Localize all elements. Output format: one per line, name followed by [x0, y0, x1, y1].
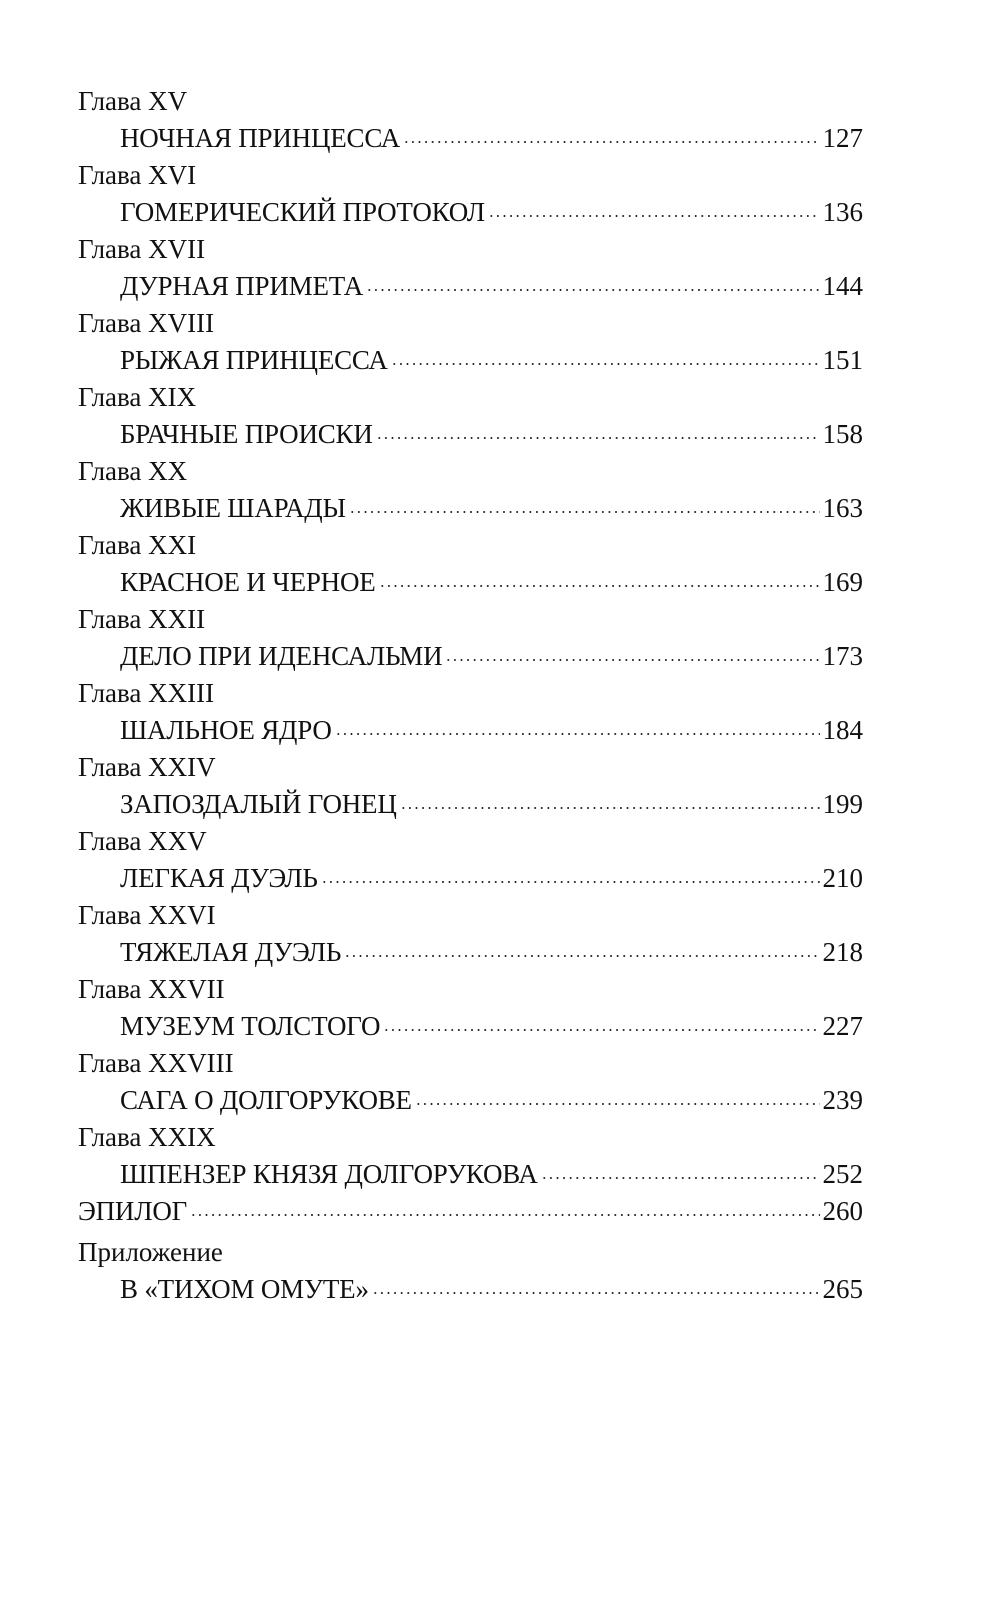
chapter-title: НОЧНАЯ ПРИНЦЕССА [120, 123, 401, 153]
toc-group [78, 823, 863, 897]
dot-leader [488, 215, 820, 217]
dot-leader [366, 289, 820, 291]
dot-leader [415, 1103, 820, 1105]
chapter-title: ДЕЛО ПРИ ИДЕНСАЛЬМИ [120, 641, 443, 671]
page-number: 252 [822, 1159, 863, 1189]
toc-entry [78, 638, 863, 675]
chapter-title: ДУРНАЯ ПРИМЕТА [120, 271, 363, 301]
chapter-label: Глава XXVIII [78, 1048, 234, 1078]
toc-group [78, 453, 863, 527]
toc-group [78, 305, 863, 379]
toc-group [78, 157, 863, 231]
chapter-label: Глава XXIII [78, 678, 215, 708]
toc-entry [78, 1156, 863, 1193]
toc-entry [78, 564, 863, 601]
dot-leader [541, 1177, 820, 1179]
chapter-title: МУЗЕУМ ТОЛСТОГО [120, 1011, 381, 1041]
page-number: 151 [822, 345, 863, 375]
toc-group [78, 675, 863, 749]
page-number: 136 [822, 197, 863, 227]
chapter-label: Глава XXIX [78, 1122, 216, 1152]
chapter-label: Глава XXV [78, 826, 207, 856]
toc-group [78, 231, 863, 305]
dot-leader [379, 585, 820, 587]
page-number: 210 [822, 863, 863, 893]
chapter-label: Глава XVI [78, 160, 197, 190]
dot-leader [400, 807, 820, 809]
chapter-title: ГОМЕРИЧЕСКИЙ ПРОТОКОЛ [120, 197, 485, 227]
appendix-group [78, 1234, 863, 1308]
toc-group [78, 83, 863, 157]
epilogue-entry [78, 1193, 863, 1230]
chapter-title: ШАЛЬНОЕ ЯДРО [120, 715, 332, 745]
chapter-label: Глава XXVII [78, 974, 225, 1004]
toc-entry [78, 934, 863, 971]
table-of-contents [78, 83, 863, 1308]
page-number: 218 [822, 937, 863, 967]
chapter-label: Глава XVII [78, 234, 206, 264]
chapter-label: Глава XVIII [78, 308, 215, 338]
page-number: 144 [822, 271, 863, 301]
chapter-label: Глава XV [78, 86, 188, 116]
dot-leader [376, 437, 820, 439]
dot-leader [335, 733, 820, 735]
chapter-title: ШПЕНЗЕР КНЯЗЯ ДОЛГОРУКОВА [120, 1159, 538, 1189]
dot-leader [372, 1292, 820, 1294]
chapter-title: ЛЕГКАЯ ДУЭЛЬ [120, 863, 318, 893]
toc-entry [78, 860, 863, 897]
page-number: 260 [822, 1196, 863, 1226]
chapter-title: ЗАПОЗДАЛЫЙ ГОНЕЦ [120, 789, 397, 819]
toc-entry [78, 786, 863, 823]
dot-leader [349, 511, 820, 513]
toc-entry [78, 120, 863, 157]
chapter-title: ТЯЖЕЛАЯ ДУЭЛЬ [120, 937, 342, 967]
toc-group [78, 749, 863, 823]
appendix-label: Приложение [78, 1237, 223, 1267]
toc-entry [78, 1271, 863, 1308]
toc-group [78, 1045, 863, 1119]
chapter-label: Глава XIX [78, 382, 197, 412]
page-number: 127 [822, 123, 863, 153]
chapter-label: Глава XXII [78, 604, 206, 634]
chapter-title: БРАЧНЫЕ ПРОИСКИ [120, 419, 373, 449]
chapter-label: Глава XXVI [78, 900, 216, 930]
toc-entry [78, 1082, 863, 1119]
toc-entry [78, 712, 863, 749]
page-number: 265 [822, 1274, 863, 1304]
dot-leader [190, 1214, 819, 1216]
dot-leader [344, 955, 819, 957]
toc-group [78, 1119, 863, 1193]
chapter-label: Глава XXI [78, 530, 197, 560]
page-number: 173 [822, 641, 863, 671]
toc-entry [78, 416, 863, 453]
dot-leader [321, 881, 820, 883]
toc-entry [78, 1008, 863, 1045]
dot-leader [383, 1029, 819, 1031]
page-number: 158 [822, 419, 863, 449]
appendix-title: В «ТИХОМ ОМУТЕ» [120, 1274, 369, 1304]
chapter-label: Глава XXIV [78, 752, 216, 782]
toc-group [78, 897, 863, 971]
epilogue-title: ЭПИЛОГ [78, 1196, 188, 1226]
toc-entry [78, 342, 863, 379]
page-number: 163 [822, 493, 863, 523]
dot-leader [445, 659, 819, 661]
toc-group [78, 379, 863, 453]
chapter-title: КРАСНОЕ И ЧЕРНОЕ [120, 567, 376, 597]
toc-entry [78, 194, 863, 231]
chapter-title: ЖИВЫЕ ШАРАДЫ [120, 493, 346, 523]
chapter-label: Глава XX [78, 456, 188, 486]
page-number: 184 [822, 715, 863, 745]
toc-group [78, 971, 863, 1045]
dot-leader [403, 141, 819, 143]
dot-leader [391, 363, 820, 365]
page-number: 239 [822, 1085, 863, 1115]
page-number: 199 [822, 789, 863, 819]
toc-group [78, 527, 863, 601]
chapter-title: САГА О ДОЛГОРУКОВЕ [120, 1085, 412, 1115]
toc-group [78, 601, 863, 675]
chapter-title: РЫЖАЯ ПРИНЦЕССА [120, 345, 388, 375]
toc-entry [78, 268, 863, 305]
page-number: 169 [822, 567, 863, 597]
page-number: 227 [822, 1011, 863, 1041]
toc-entry [78, 490, 863, 527]
